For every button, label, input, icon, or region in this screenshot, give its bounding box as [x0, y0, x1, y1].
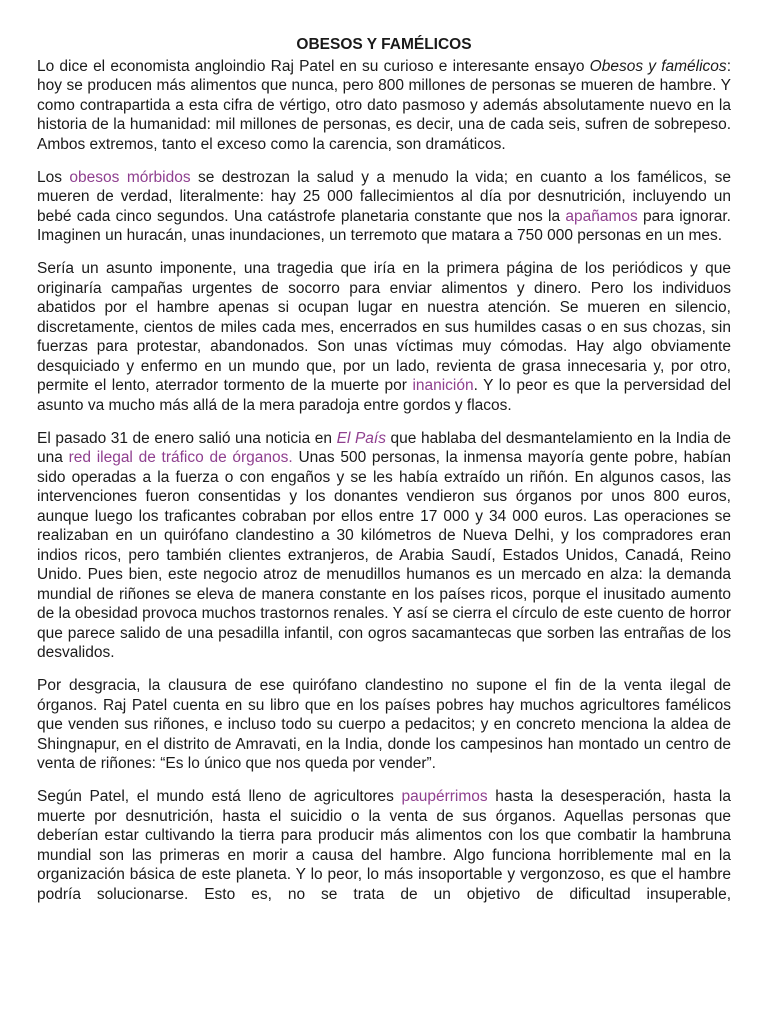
paragraph-text: : hoy se producen más alimentos que nunca, pero 800 millones de personas se mueren de hambre. Y como contrapartida a esta cifra de vértigo, otro dato pasmoso y además absolutamente nuevo en la historia de la humanidad: mil millones de personas, es decir, una de cada seis, sufren de sobrepeso. Ambos extremos, tanto el exceso como la carencia, son dramáticos.	[37, 57, 731, 153]
page-title: OBESOS Y FAMÉLICOS	[296, 36, 472, 53]
link-el-pais[interactable]: El País	[336, 429, 386, 447]
paragraph-5	[37, 676, 731, 774]
paragraph-text: El pasado 31 de enero salió una noticia en	[37, 429, 337, 447]
paragraph-2	[37, 168, 731, 246]
paragraph-text: Los	[37, 168, 70, 186]
link-inanicion[interactable]: inanición	[412, 377, 474, 394]
link-red-ilegal-organos[interactable]: red ilegal de tráfico de órganos.	[68, 449, 293, 466]
paragraph-text: hasta la desesperación, hasta la muerte por desnutrición, hasta el suicidio o la venta de sus órganos. Aquellas personas que deberían estar cultivando la tierra para producir más alimentos con los que combatir la hambruna mundial son las primeras en morir a causa del hambre. Algo funciona horriblemente mal en la organización básica de este planeta. Y lo peor, lo más insoportable y vergonzoso, es que el hambre podría solucionarse. Esto es, no se trata de un objetivo de dificultad insuperable,	[37, 788, 731, 903]
paragraph-text: Sería un asunto imponente, una tragedia que iría en la primera página de los periódicos y que originaría campañas urgentes de socorro para enviar alimentos y dinero. Pero los individuos abatidos por el hambre apenas si ocupan lugar en nuestra atención. Se mueren en silencio, discretamente, cientos de miles cada mes, encerrados en sus humildes casas o en sus chozas, sin fuerzas para protestar, abandonados. Son unas víctimas muy cómodas. Hay algo obviamente desquiciado y enfermo en un mundo que, por un lado, revienta de grasa innecesaria y, por otro, permite el lento, aterrador tormento de la muerte por	[37, 260, 731, 394]
paragraph-1	[37, 57, 731, 155]
link-obesos-morbidos[interactable]: obesos mórbidos	[69, 168, 191, 186]
link-apanamos[interactable]: apañamos	[565, 207, 638, 225]
paragraph-text: Unas 500 personas, la inmensa mayoría gente pobre, habían sido operadas a la fuerza o con engaños y se les había extraído un riñón. En algunos casos, las intervenciones fueron consentidas y los donantes vendieron sus órganos por unos 800 euros, aunque luego los traficantes cobraban por ellos entre 17 000 y 34 000 euros. Las operaciones se realizaban en un quirófano clandestino a 30 kilómetros de Nueva Delhi, y los compradores eran indios ricos, pero también clientes extranjeros, de Arabia Saudí, Estados Unidos, Canadá, Reino Unido. Pues bien, este negocio atroz de menudillos humanos es un mercado en alza: la demanda mundial de riñones se eleva de manera constante en los países ricos, porque el inusitado aumento de la obesidad provoca muchos trastornos renales. Y así se cierra el círculo de este cuento de horror que parece salido de una pesadilla infantil, con ogros sacamantecas que sorben las entrañas de los desvalidos.	[37, 449, 732, 661]
paragraph-text: Por desgracia, la clausura de ese quirófano clandestino no supone el fin de la venta ilegal de órganos. Raj Patel cuenta en su libro que en los países pobres hay muchos agricultores famélicos que venden sus riñones, e incluso todo su cuerpo a pedacitos; y en concreto menciona la aldea de Shingnapur, en el distrito de Amravati, en la India, donde los campesinos han montado un centro de venta de riñones: “Es lo único que nos queda por vender”.	[37, 677, 731, 772]
paragraph-text: . Y lo peor es que la perversidad del asunto va mucho más allá de la mera paradoja entre gordos y flacos.	[37, 377, 731, 414]
paragraph-text: Según Patel, el mundo está lleno de agricultores	[37, 788, 402, 805]
link-pauperrimos[interactable]: paupérrimos	[401, 788, 488, 805]
paragraph-3	[37, 259, 731, 415]
book-title-italic: Obesos y famélicos	[589, 57, 727, 75]
paragraph-text: Lo dice el economista angloindio Raj Patel en su curioso e interesante ensayo	[37, 57, 590, 75]
document-page	[37, 35, 731, 918]
paragraph-text: se destrozan la salud y a menudo la vida; en cuanto a los famélicos, se mueren de verdad, literalmente: hay 25 000 fallecimientos al día por desnutrición, incluyendo un bebé cada cinco segundos. Una catástrofe planetaria constante que nos la	[37, 168, 731, 225]
paragraph-text: para ignorar. Imaginen un huracán, unas inundaciones, un terremoto que matara a 750 000 personas en un mes.	[37, 207, 731, 244]
paragraph-text: que hablaba del desmantelamiento en la India de una	[37, 429, 731, 466]
paragraph-6	[37, 787, 731, 904]
paragraph-4	[37, 429, 731, 663]
